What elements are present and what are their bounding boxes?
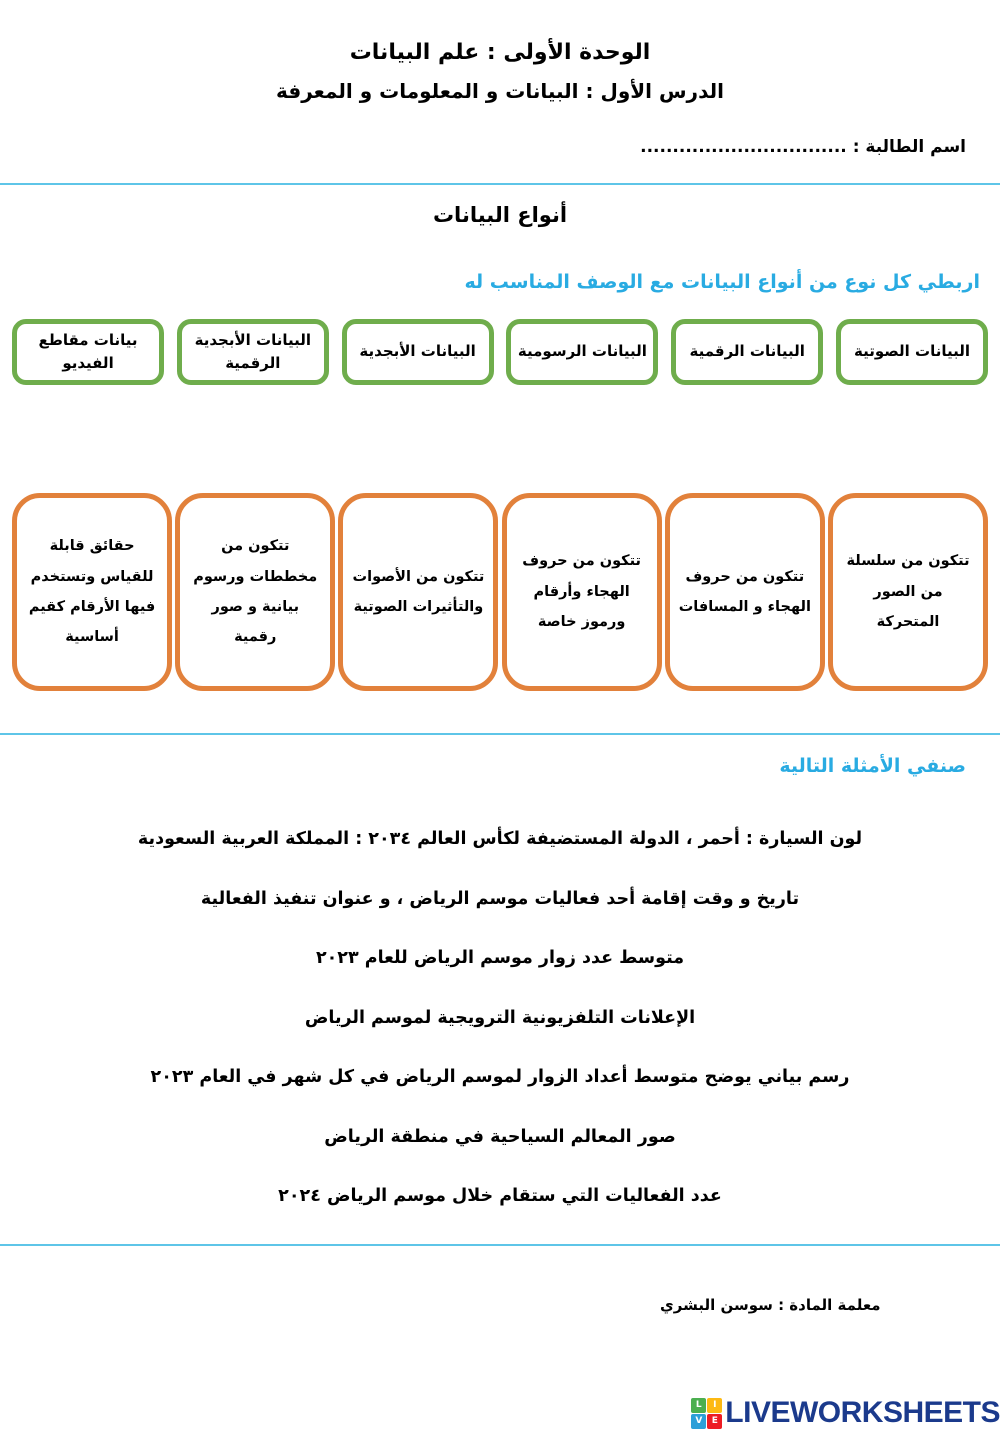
page-title: الوحدة الأولى : علم البيانات bbox=[349, 40, 651, 65]
type-box-numeric[interactable]: البيانات الرقمية bbox=[671, 319, 823, 385]
student-name-input[interactable]: ................................ bbox=[640, 137, 847, 157]
liveworksheets-logo-text: LIVEWORKSHEETS bbox=[725, 1396, 1000, 1429]
classify-instruction: صنفي الأمثلة التالية bbox=[779, 755, 966, 777]
liveworksheets-logo-icon bbox=[691, 1398, 722, 1429]
desc-box-moving-images[interactable]: تتكون من سلسلة من الصور المتحركة bbox=[828, 493, 988, 691]
types-section-heading: أنواع البيانات bbox=[432, 203, 568, 227]
example-item[interactable]: صور المعالم السياحية في منطقة الرياض bbox=[324, 1126, 676, 1147]
logo-letter-i: I bbox=[707, 1398, 722, 1413]
match-instruction: اربطي كل نوع من أنواع البيانات مع الوصف المناسب له bbox=[464, 271, 980, 293]
example-item[interactable]: لون السيارة : أحمر ، الدولة المستضيفة لكأس العالم ٢٠٣٤ : المملكة العربية السعودية bbox=[137, 829, 863, 849]
example-item[interactable]: تاريخ و وقت إقامة أحد فعاليات موسم الرياض ، و عنوان تنفيذ الفعالية bbox=[200, 888, 800, 909]
liveworksheets-logo[interactable] bbox=[691, 1396, 1000, 1430]
logo-letter-l: L bbox=[691, 1398, 706, 1413]
student-name-label: اسم الطالبة : bbox=[852, 137, 966, 157]
example-item[interactable]: رسم بياني يوضح متوسط أعداد الزوار لموسم الرياض في كل شهر في العام ٢٠٢٣ bbox=[150, 1067, 850, 1087]
footer-logo-bar bbox=[0, 1396, 1000, 1430]
desc-box-sounds-effects[interactable]: تتكون من الأصوات والتأثيرات الصوتية bbox=[338, 493, 498, 691]
data-types-row bbox=[0, 319, 1000, 385]
type-box-audio[interactable]: البيانات الصوتية bbox=[836, 319, 988, 385]
example-item[interactable]: الإعلانات التلفزيونية الترويجية لموسم الرياض bbox=[304, 1007, 696, 1028]
student-name-row bbox=[0, 137, 1000, 157]
logo-letter-v: V bbox=[691, 1414, 706, 1429]
desc-box-letters-spaces[interactable]: تتكون من حروف الهجاء و المسافات bbox=[665, 493, 825, 691]
examples-list bbox=[0, 827, 1000, 1209]
type-box-graphic[interactable]: البيانات الرسومية bbox=[506, 319, 658, 385]
page-subtitle: الدرس الأول : البيانات و المعلومات و المعرفة bbox=[276, 79, 724, 103]
section-divider bbox=[0, 733, 1000, 735]
example-item[interactable]: عدد الفعاليات التي ستقام خلال موسم الرياض ٢٠٢٤ bbox=[278, 1186, 722, 1206]
descriptions-row bbox=[0, 493, 1000, 691]
type-box-alphanumeric[interactable]: البيانات الأبجدية الرقمية bbox=[177, 319, 329, 385]
type-box-video[interactable]: بيانات مقاطع الفيديو bbox=[12, 319, 164, 385]
logo-letter-e: E bbox=[707, 1414, 722, 1429]
section-divider bbox=[0, 1244, 1000, 1246]
desc-box-measurable-facts[interactable]: حقائق قابلة للقياس وتستخدم فيها الأرقام كقيم أساسية bbox=[12, 493, 172, 691]
desc-box-letters-numbers-symbols[interactable]: تتكون من حروف الهجاء وأرقام ورموز خاصة bbox=[502, 493, 662, 691]
desc-box-charts-images[interactable]: تتكون من مخططات ورسوم بيانية و صور رقمية bbox=[175, 493, 335, 691]
teacher-name: معلمة المادة : سوسن البشري bbox=[660, 1295, 881, 1314]
example-item[interactable]: متوسط عدد زوار موسم الرياض للعام ٢٠٢٣ bbox=[315, 948, 685, 968]
type-box-alphabetic[interactable]: البيانات الأبجدية bbox=[342, 319, 494, 385]
